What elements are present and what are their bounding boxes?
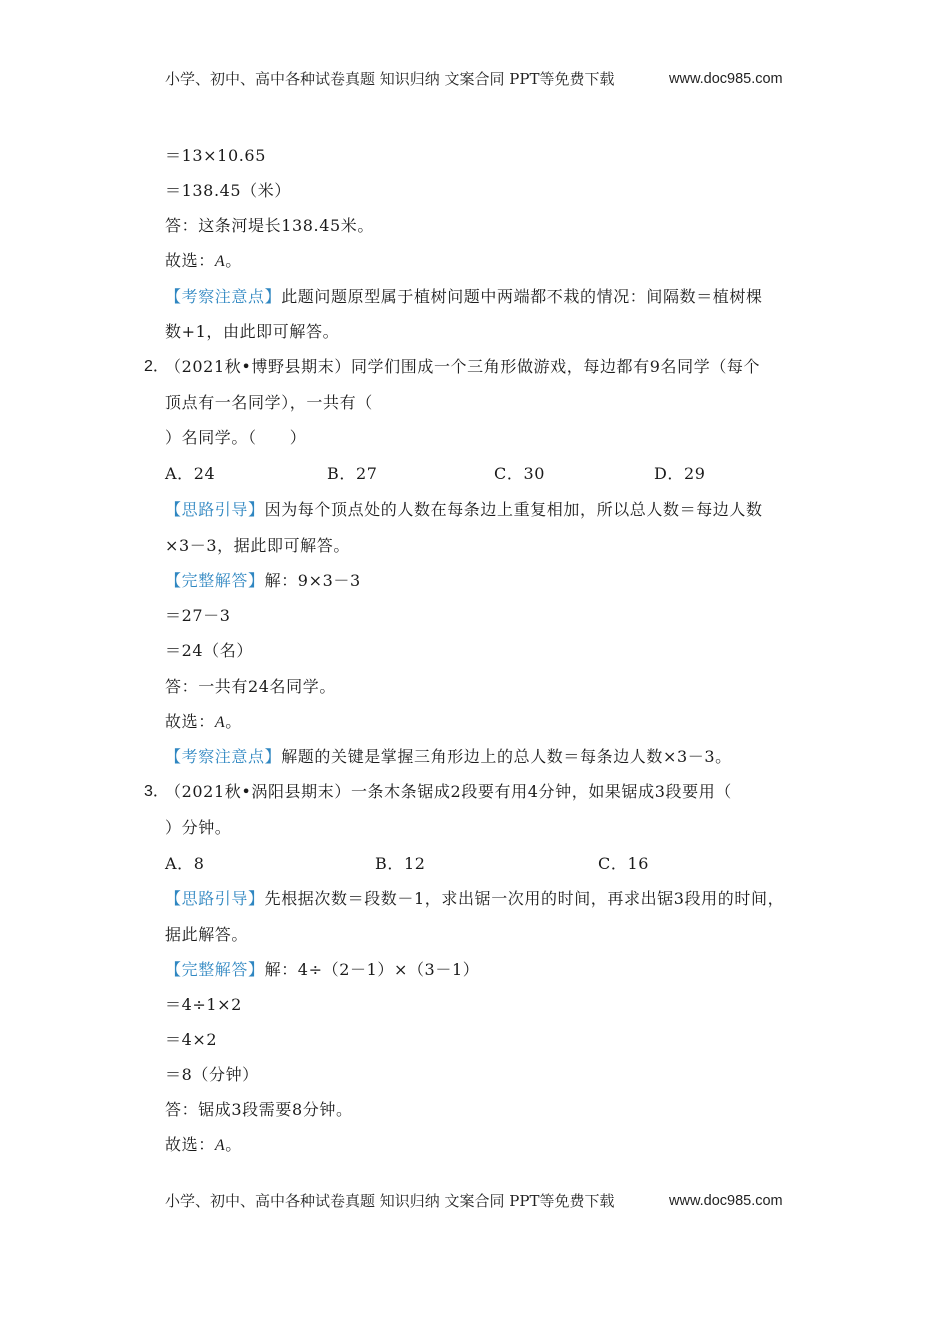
question-2-line-2: 顶点有一名同学），一共有（ <box>165 393 373 412</box>
hint-tag: 【思路引导】 <box>165 500 265 519</box>
q3-hint <box>165 886 815 912</box>
prev-note-cont: 数+1，由此即可解答。 <box>165 322 340 341</box>
question-2-line-1: （2021秋•博野县期末）同学们围成一个三角形做游戏，每边都有9名同学（每个 <box>165 357 761 376</box>
note-tag: 【考察注意点】 <box>165 747 282 766</box>
q3-choice <box>165 1132 815 1158</box>
note-text: 此题问题原型属于植树问题中两端都不栽的情况：间隔数＝植树棵 <box>281 287 763 306</box>
question-3-number: 3． <box>144 783 169 800</box>
q3-option-a: A．8 <box>165 854 205 873</box>
q3-answer: 答：锯成3段需要8分钟。 <box>165 1100 353 1119</box>
q2-option-b: B．27 <box>327 464 378 483</box>
q2-note <box>165 744 815 770</box>
q3-solution-step-2: ＝4÷1×2 <box>165 995 242 1014</box>
question-3-line-2: ）分钟。 <box>165 818 232 837</box>
hint-text: 因为每个顶点处的人数在每条边上重复相加，所以总人数＝每边人数 <box>264 500 763 519</box>
q2-answer: 答：一共有24名同学。 <box>165 677 336 696</box>
q2-hint-cont: ×3－3，据此即可解答。 <box>165 536 350 555</box>
footer-text: 小学、初中、高中各种试卷真题 知识归纳 文案合同 PPT等免费下载 <box>165 1192 615 1210</box>
question-3-line-1: （2021秋•涡阳县期末）一条木条锯成2段要有用4分钟，如果锯成3段要用（ <box>165 782 732 801</box>
q2-hint <box>165 497 815 523</box>
q3-option-b: B．12 <box>375 854 426 873</box>
choice-letter: A <box>214 1137 226 1154</box>
question-2-line-3: ）名同学。（ ） <box>165 428 307 447</box>
choice-letter: A <box>214 253 226 270</box>
prev-answer: 答：这条河堤长138.45米。 <box>165 216 374 235</box>
q3-solution-step-4: ＝8（分钟） <box>165 1065 259 1084</box>
solution-step-1: 解：4÷（2－1）×（3－1） <box>264 960 480 979</box>
choice-end: 。 <box>225 712 242 731</box>
page-footer <box>165 1189 805 1213</box>
choice-end: 。 <box>225 251 242 270</box>
hint-text: 先根据次数＝段数－1，求出锯一次用的时间，再求出锯3段用的时间， <box>264 889 785 908</box>
prev-calc-2: ＝138.45（米） <box>165 181 291 200</box>
header-site: www.doc985.com <box>669 71 783 87</box>
choice-label: 故选： <box>165 712 215 731</box>
page-header <box>165 67 805 91</box>
prev-note <box>165 284 815 310</box>
choice-label: 故选： <box>165 1135 215 1154</box>
q3-solution <box>165 957 815 983</box>
solution-step-1: 解：9×3－3 <box>264 571 361 590</box>
q2-option-c: C．30 <box>494 464 546 483</box>
prev-choice <box>165 248 815 274</box>
prev-calc-1: ＝13×10.65 <box>165 146 266 165</box>
footer-site: www.doc985.com <box>669 1193 783 1209</box>
question-2-number: 2． <box>144 358 169 375</box>
q2-solution <box>165 568 815 594</box>
choice-end: 。 <box>225 1135 242 1154</box>
q2-option-d: D．29 <box>654 464 706 483</box>
choice-label: 故选： <box>165 251 215 270</box>
q3-option-c: C．16 <box>598 854 650 873</box>
q3-solution-step-3: ＝4×2 <box>165 1030 218 1049</box>
note-tag: 【考察注意点】 <box>165 287 282 306</box>
choice-letter: A <box>214 714 226 731</box>
header-text: 小学、初中、高中各种试卷真题 知识归纳 文案合同 PPT等免费下载 <box>165 70 615 88</box>
q2-choice <box>165 709 815 735</box>
q2-solution-step-3: ＝24（名） <box>165 641 253 660</box>
solution-tag: 【完整解答】 <box>165 571 265 590</box>
q3-hint-cont: 据此解答。 <box>165 925 249 944</box>
note-text: 解题的关键是掌握三角形边上的总人数＝每条边人数×3－3。 <box>281 747 732 766</box>
q2-solution-step-2: ＝27－3 <box>165 606 231 625</box>
q2-option-a: A．24 <box>165 464 216 483</box>
hint-tag: 【思路引导】 <box>165 889 265 908</box>
solution-tag: 【完整解答】 <box>165 960 265 979</box>
